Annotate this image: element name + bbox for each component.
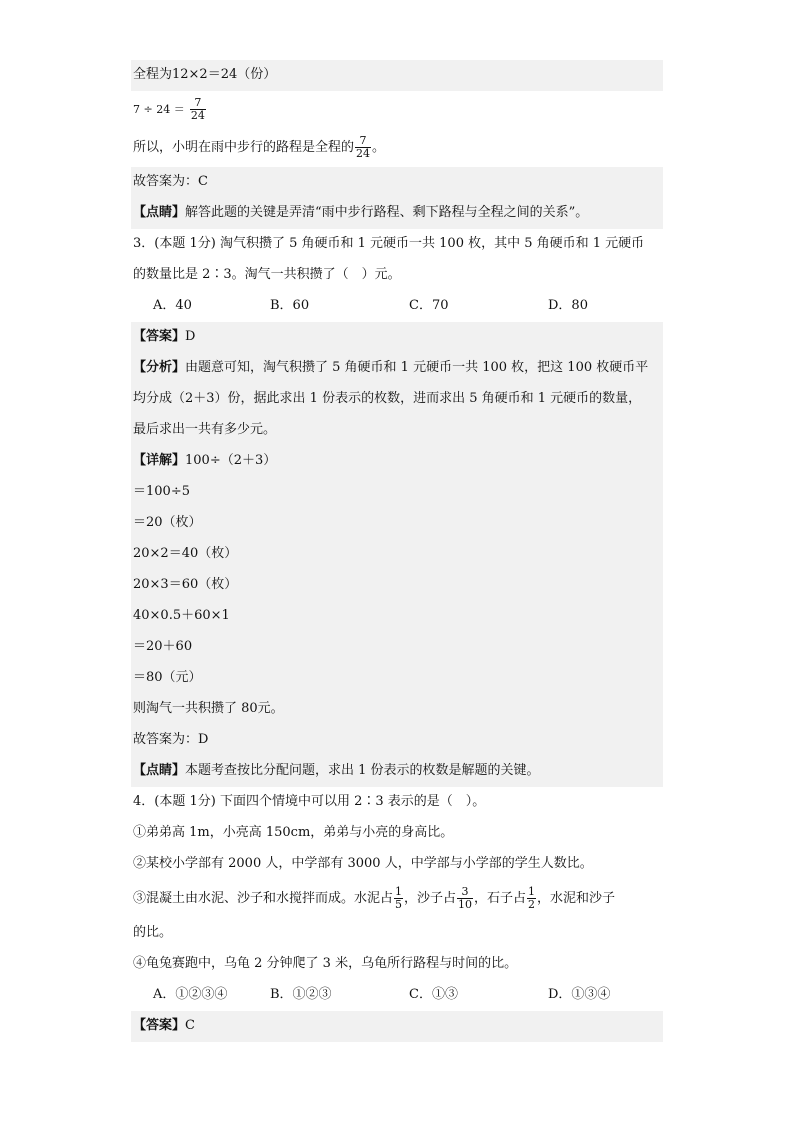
denominator: 10 bbox=[458, 898, 473, 911]
note-line bbox=[131, 756, 663, 787]
text: 4．(本题 1分) 下面四个情境中可以用 2∶3 表示的是（ ）。 bbox=[133, 794, 486, 809]
text: 解答此题的关键是弄清“雨中步行路程、剩下路程与全程之间的关系”。 bbox=[185, 205, 589, 220]
denominator: 24 bbox=[356, 147, 371, 160]
option-c: C．70 bbox=[409, 298, 449, 313]
numerator: 7 bbox=[355, 135, 371, 148]
analysis-line bbox=[131, 353, 663, 384]
text: ②某校小学部有 2000 人，中学部有 3000 人，中学部与小学部的学生人数比。 bbox=[133, 856, 593, 871]
detail-line bbox=[131, 663, 663, 694]
numerator: 1 bbox=[395, 885, 403, 898]
question-4-item-2 bbox=[131, 849, 663, 880]
text: 40×0.5＋60×1 bbox=[133, 608, 230, 623]
detail-line bbox=[131, 632, 663, 663]
fraction bbox=[527, 886, 536, 911]
denominator: 24 bbox=[190, 109, 205, 122]
question-4-item-3 bbox=[131, 880, 663, 918]
text: 3．(本题 1分) 淘气积攒了 5 角硬币和 1 元硬币一共 100 枚，其中 5 角硬币和 1 元硬币 bbox=[133, 236, 645, 251]
text: ＝20（枚） bbox=[133, 515, 202, 530]
text: 7 ÷ 24 ＝ bbox=[133, 103, 185, 116]
conclusion-line bbox=[131, 129, 663, 167]
note-line bbox=[131, 198, 663, 229]
text: ＝80（元） bbox=[133, 670, 202, 685]
question-4-item-4 bbox=[131, 949, 663, 980]
question-4 bbox=[131, 787, 663, 818]
text: 。 bbox=[372, 140, 386, 155]
document-page bbox=[131, 60, 663, 1042]
solution-line bbox=[131, 60, 663, 91]
numerator: 1 bbox=[528, 885, 536, 898]
fraction bbox=[457, 886, 473, 911]
note-tag: 【点睛】 bbox=[133, 205, 186, 220]
text: ，水泥和沙子 bbox=[537, 891, 616, 906]
detail-line bbox=[131, 539, 663, 570]
text: 则淘气一共积攒了 80元。 bbox=[133, 701, 284, 716]
option-a: A．40 bbox=[153, 298, 192, 313]
question-4-options bbox=[131, 980, 663, 1011]
text: ＝100÷5 bbox=[133, 484, 190, 499]
text: 均分成（2＋3）份，据此求出 1 份表示的枚数，进而求出 5 角硬币和 1 元硬币的数量， bbox=[133, 391, 642, 406]
text: D bbox=[185, 329, 196, 344]
option-d: D．①③④ bbox=[548, 987, 611, 1002]
answer-tag: 【答案】 bbox=[133, 329, 186, 344]
question-3 bbox=[131, 229, 663, 260]
text: 的比。 bbox=[133, 925, 173, 940]
note-tag: 【点睛】 bbox=[133, 763, 186, 778]
text: 20×3＝60（枚） bbox=[133, 577, 238, 592]
text: 100÷（2＋3） bbox=[185, 453, 277, 468]
fraction bbox=[355, 135, 371, 160]
detail-line bbox=[131, 570, 663, 601]
option-b: B．①②③ bbox=[270, 987, 332, 1002]
text: ④龟兔赛跑中，乌龟 2 分钟爬了 3 米，乌龟所行路程与时间的比。 bbox=[133, 956, 518, 971]
detail-line bbox=[131, 477, 663, 508]
fraction bbox=[190, 97, 206, 122]
analysis-line bbox=[131, 415, 663, 446]
question-4-item-1 bbox=[131, 818, 663, 849]
answer-line bbox=[131, 725, 663, 756]
text: 全程为12×2＝24（份） bbox=[133, 67, 277, 82]
answer-line bbox=[131, 1011, 663, 1042]
text: ＝20＋60 bbox=[133, 639, 193, 654]
text: 的数量比是 2∶3。淘气一共积攒了（ ）元。 bbox=[133, 267, 401, 282]
question-3-options bbox=[131, 291, 663, 322]
answer-line bbox=[131, 322, 663, 353]
text: 故答案为：D bbox=[133, 732, 209, 747]
text: 最后求出一共有多少元。 bbox=[133, 422, 277, 437]
numerator: 7 bbox=[190, 97, 206, 110]
analysis-line bbox=[131, 384, 663, 415]
option-d: D．80 bbox=[548, 298, 588, 313]
option-c: C．①③ bbox=[409, 987, 458, 1002]
question-4-item-3-cont bbox=[131, 918, 663, 949]
text: ①弟弟高 1m，小亮高 150cm，弟弟与小亮的身高比。 bbox=[133, 825, 454, 840]
option-a: A．①②③④ bbox=[153, 987, 228, 1002]
answer-line bbox=[131, 167, 663, 198]
question-3-cont bbox=[131, 260, 663, 291]
analysis-tag: 【分析】 bbox=[133, 360, 186, 375]
detail-line bbox=[131, 694, 663, 725]
detail-line bbox=[131, 446, 663, 477]
text: 由题意可知，淘气积攒了 5 角硬币和 1 元硬币一共 100 枚，把这 100 枚硬币平 bbox=[185, 360, 649, 375]
text: 故答案为：C bbox=[133, 174, 208, 189]
text: 20×2＝40（枚） bbox=[133, 546, 238, 561]
detail-line bbox=[131, 508, 663, 539]
fraction bbox=[394, 886, 403, 911]
answer-tag: 【答案】 bbox=[133, 1018, 186, 1033]
text: C bbox=[185, 1018, 195, 1033]
numerator: 3 bbox=[457, 886, 473, 899]
option-b: B．60 bbox=[270, 298, 310, 313]
detail-tag: 【详解】 bbox=[133, 453, 186, 468]
text: ③混凝土由水泥、沙子和水搅拌而成。水泥占 bbox=[133, 891, 394, 906]
fraction-line bbox=[131, 91, 663, 129]
detail-line bbox=[131, 601, 663, 632]
text: ，石子占 bbox=[474, 891, 527, 906]
text: ，沙子占 bbox=[404, 891, 457, 906]
denominator: 5 bbox=[395, 898, 403, 911]
denominator: 2 bbox=[528, 898, 536, 911]
text: 本题考查按比分配问题，求出 1 份表示的枚数是解题的关键。 bbox=[185, 763, 540, 778]
text: 所以，小明在雨中步行的路程是全程的 bbox=[133, 140, 355, 155]
